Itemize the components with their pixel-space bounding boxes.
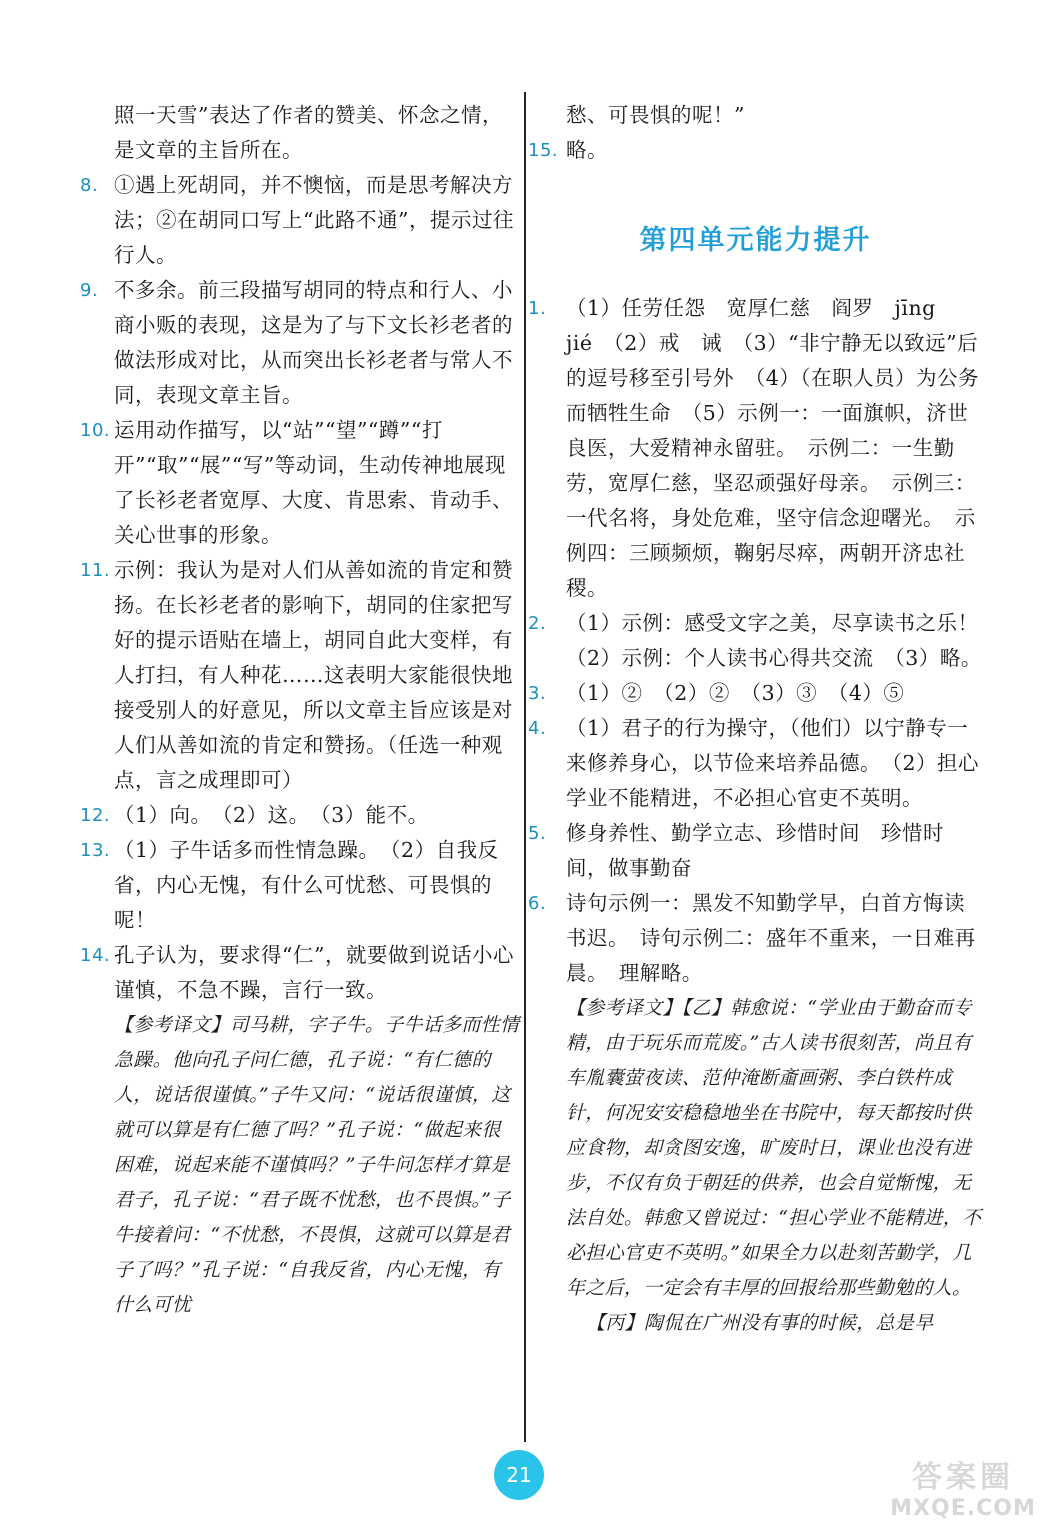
answer-text: （1）示例：感受文字之美，尽享读书之乐！（2）示例：个人读书心得共交流 （3）略。: [566, 611, 982, 670]
answer-number: 12.: [80, 805, 111, 826]
item-6-translation: 【参考译文】【乙】韩愈说：“学业由于勤奋而专精，由于玩乐而荒废。”古人读书很刻苦，尚且有车胤囊萤夜读、范仲淹断齑画粥、李白铁杵成针，何况安安稳稳地坐在书院中，每天都按时供应食物，却贪图安逸，旷废时日，课业也没有进步，不仅有负于朝廷的供养，也会自觉惭愧，无法自处。韩愈又曾说过：“担心学业不能精进，不必担心官吏不英明。”如果全力以赴刻苦勤学，几年之后，一定会有丰厚的回报给那些勤勉的人。: [566, 997, 982, 1299]
answer-item: [80, 168, 520, 273]
answer-number: 15.: [528, 140, 559, 161]
right-answer-list: [528, 291, 983, 991]
watermark-url: MXQE.COM: [890, 1496, 1036, 1521]
answer-text: 略。: [566, 138, 608, 162]
answer-item: [80, 413, 520, 553]
answer-number: 4.: [528, 718, 547, 739]
answer-number: 9.: [80, 280, 99, 301]
answer-item: [528, 816, 983, 886]
answer-text: 不多余。前三段描写胡同的特点和行人、小商小贩的表现，这是为了与下文长衫老者的做法形成对比，从而突出长衫老者与常人不同，表现文章主旨。: [114, 278, 513, 407]
answer-item: [528, 291, 983, 606]
answer-number: 8.: [80, 175, 99, 196]
answer-text: 运用动作描写，以“站”“望”“蹲”“打开”“取”“展”“写”等动词，生动传神地展现了长衫老者宽厚、大度、肯思索、肯动手、关心世事的形象。: [114, 418, 513, 547]
answer-text: （1）② （2）② （3）③ （4）⑤: [566, 681, 905, 705]
answer-number: 1.: [528, 298, 547, 319]
answer-text: 修身养性、勤学立志、珍惜时间 珍惜时间，做事勤奋: [566, 821, 944, 880]
item-14-translation-continuation: 愁、可畏惧的呢！”: [566, 103, 745, 127]
watermark-logo: [883, 1452, 1043, 1530]
answer-text: （1）子牛话多而性情急躁。 （2）自我反省，内心无愧，有什么可忧愁、可畏惧的呢！: [114, 838, 499, 932]
answer-item: [80, 938, 520, 1008]
answer-text: （1）任劳任怨 宽厚仁慈 阎罗 jīng jié （2）戒 诫 （3）“非宁静无以致远”后的逗号移至引号外 （4）（在职人员）为公务而牺牲生命 （5）示例一：一面旗帜，济世良医，大爱精神永留驻。 示例二：一生勤劳，宽厚仁慈，坚忍顽强好母亲。 示例三：一代名将，身处危难，坚守信念迎曙光。 示例四：三顾频烦，鞠躬尽瘁，两朝开济忠社稷。: [566, 296, 980, 600]
answer-number: 6.: [528, 893, 547, 914]
answer-item: [80, 798, 520, 833]
answer-item: [528, 606, 983, 676]
answer-text: ①遇上死胡同，并不懊恼，而是思考解决方法；②在胡同口写上“此路不通”，提示过往行人。: [114, 173, 514, 267]
answer-text: 孔子认为，要求得“仁”，就要做到说话小心谨慎，不急不躁，言行一致。: [114, 943, 514, 1002]
answer-item: [80, 553, 520, 798]
answer-number: 5.: [528, 823, 547, 844]
column-divider: [524, 92, 526, 1442]
answer-text: （1）君子的行为操守，（他们）以宁静专一来修养身心，以节俭来培养品德。 （2）担心学业不能精进，不必担心官吏不英明。: [566, 716, 980, 810]
answer-item-15: [528, 133, 983, 168]
answer-number: 14.: [80, 945, 111, 966]
answer-number: 2.: [528, 613, 547, 634]
page-number: 21: [494, 1450, 544, 1500]
answer-number: 3.: [528, 683, 547, 704]
answer-item: [80, 273, 520, 413]
right-column: [528, 98, 983, 1341]
answer-text: 示例：我认为是对人们从善如流的肯定和赞扬。在长衫老者的影响下，胡同的住家把写好的提示语贴在墙上，胡同自此大变样，有人打扫，有人种花……这表明大家能很快地接受别人的好意见，所以文章主旨应该是对人们从善如流的肯定和赞扬。（任选一种观点，言之成理即可）: [114, 558, 513, 792]
item-7-continuation: 照一天雪”表达了作者的赞美、怀念之情，是文章的主旨所在。: [114, 103, 503, 162]
answer-number: 13.: [80, 840, 111, 861]
answer-item: [528, 886, 983, 991]
answer-number: 10.: [80, 420, 111, 441]
answer-number: 11.: [80, 560, 111, 581]
item-6-translation-bing: 【丙】陶侃在广州没有事的时候，总是早: [586, 1312, 934, 1334]
watermark-text: 答案圈: [912, 1460, 1014, 1495]
left-answer-list: [80, 168, 520, 1008]
answer-item: [528, 676, 983, 711]
answer-item: [528, 711, 983, 816]
answer-text: （1）向。 （2）这。 （3）能不。: [114, 803, 429, 827]
answer-text: 诗句示例一：黑发不知勤学早，白首方悔读书迟。 诗句示例二：盛年不重来，一日难再晨。 理解略。: [566, 891, 976, 985]
answer-item: [80, 833, 520, 938]
left-column: [80, 98, 520, 1323]
unit-title: 第四单元能力提升: [639, 225, 872, 256]
item-14-translation: 【参考译文】司马耕，字子牛。子牛话多而性情急躁。他向孔子问仁德，孔子说：“有仁德的人，说话很谨慎。”子牛又问：“说话很谨慎，这就可以算是有仁德了吗？”孔子说：“做起来很困难，说起来能不谨慎吗？”子牛问怎样才算是君子，孔子说：“君子既不忧愁，也不畏惧。”子牛接着问：“不忧愁，不畏惧，这就可以算是君子了吗？”孔子说：“自我反省，内心无愧，有什么可忧: [114, 1014, 520, 1316]
